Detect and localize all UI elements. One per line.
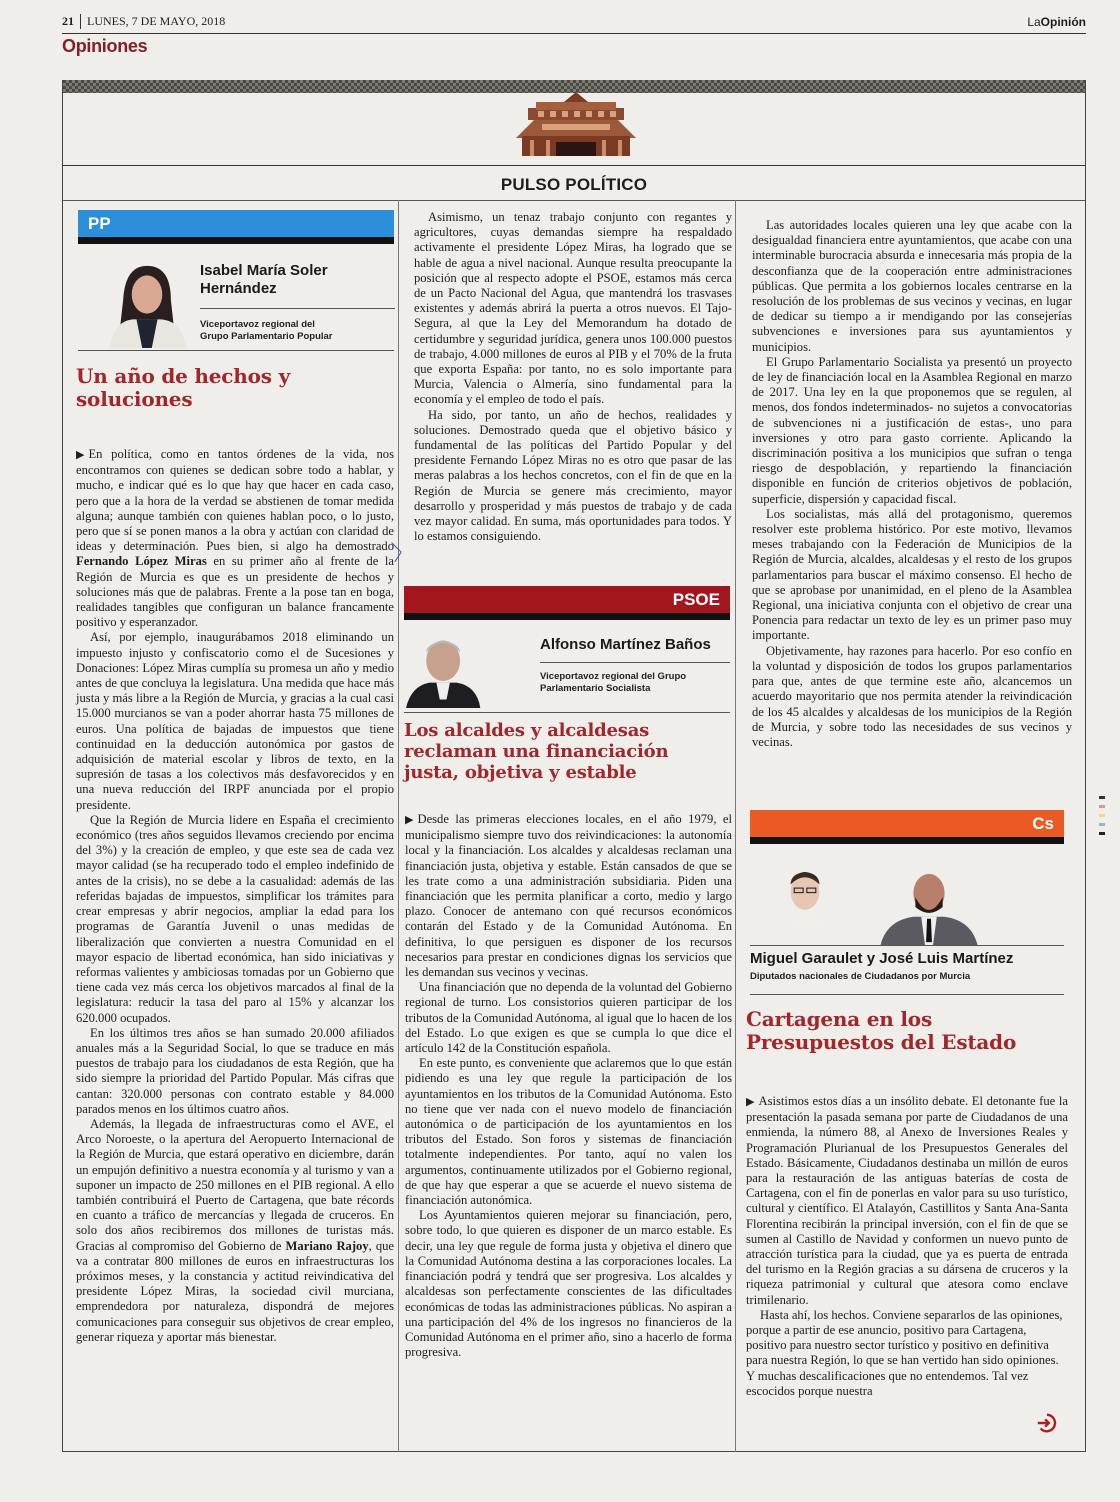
party-bar-cs — [750, 810, 1064, 844]
author-role: Viceportavoz regional del Grupo Parlamentario Popular — [200, 319, 333, 342]
article-body-pp-col1 — [76, 447, 394, 1345]
paragraph: Que la Región de Murcia lidere en España el crecimiento económico (tres años seguidos llevamos creciendo por encima del 3%) y la creación de empleo, y que este sea de cada vez mayor calidad (se ha recuperado todo el empleo indefinido de antes de la crisis), no se debe a la casualidad: además de las referidas bajadas de impuestos, simplificar los trámites para crear empresas y abrir negocios, ampliar la edad para los programas de Garantía Juvenil o unas medidas de liberalización que convierten a nuestra Comunidad en el mayor espacio de libertad económica, han sido iniciativas y reformas valientes y ambiciosas tomadas por un Gobierno que tiene cada vez más cerca los objetivos marcados al final de la legislatura: reducir la tasa del paro al 15% y alcanzar los 620.000 ocupados. — [76, 812, 394, 1025]
paragraph-text: Desde las primeras elecciones locales, en el año 1979, el municipalismo siempre tuvo dos reivindicaciones: la autonomía local y la financiación. Los alcaldes y alcaldesas reclaman una financiación justa, objetiva y estable. Están cansados de que se les trate como a una administración subsidiaria. Piden una financiación que les permita planificar a corto, medio y largo plazo. Conocer de antemano con qué recursos económicos contarán del Estado y de la Comunidad Autónoma. En definitiva, lo que persiguen es disponer de los recursos necesarios para prestar en condiciones dignas los servicios que les demandan sus vecinos y vecinas. — [405, 812, 732, 980]
continue-arrow-icon[interactable] — [1036, 1412, 1058, 1434]
section-title: Opiniones — [62, 36, 148, 56]
banner-bottom-rule — [63, 200, 1085, 201]
author-name: Alfonso Martínez Baños — [540, 636, 711, 653]
paragraph — [746, 1094, 1068, 1308]
author-photo — [880, 868, 978, 946]
ink-mark — [390, 540, 406, 566]
bold-name: Mariano Rajoy — [285, 1238, 369, 1253]
author-name: Isabel María Soler Hernández — [200, 262, 328, 297]
headline: Los alcaldes y alcaldesas reclaman una financiación justa, objetiva y estable — [404, 720, 669, 783]
building-illustration — [506, 90, 646, 160]
paragraph: Hasta ahí, los hechos. Conviene separarlos de las opiniones, porque a partir de ese anuncio, positivo para Cartagena, positivo para nuestro sector turístico y positivo en definitiva para nuestra Región, lo que se han vertido han sido opiniones. Y muchas descalificaciones que no entendemos. Tal vez escocidos porque nuestra — [746, 1307, 1063, 1398]
page-folio — [62, 14, 225, 29]
paragraph-text: Además, la llegada de infraestructuras como el AVE, el Arco Noroeste, o la apertura del Aeropuerto Internacional de la Región de Murcia, que estará operativo en diciembre, darán un empujón definitivo a nuestra economía y al turismo y van a suponer un impacto de 250 millones en el PIB regional. A ello también contribuirá el Puerto de Cartagena, que bate récords en cuanto a tráfico de mercancías y llegada de cruceros. En solo dos años recibiremos dos millones de turistas más. Gracias al compromiso del Gobierno de — [76, 1116, 394, 1253]
author-photo — [404, 632, 484, 708]
lead-arrow-icon: ▶ — [746, 1096, 755, 1108]
lead-arrow-icon: ▶ — [405, 814, 414, 826]
bold-name: Fernando López Miras — [76, 554, 207, 569]
party-label: PP — [88, 213, 111, 233]
issue-date: LUNES, 7 DE MAYO, 2018 — [87, 14, 226, 28]
party-bar-pp — [78, 210, 394, 244]
paragraph: Así, por ejemplo, inaugurábamos 2018 eliminando un impuesto injusto y confiscatorio como el de Sucesiones y Donaciones: López Miras cumplía su promesa un año y medio antes de que concluya la legislatura. Una medida que hace más justa y más libre a la Región de Murcia, y gracias a la cual casi 15.000 murcianos se van a poder ahorrar hasta 75 millones de euros. Una política de bajadas de impuestos que tiene continuidad en la deducción autonómica por gastos de adquisición de material escolar y libros de texto, en la supresión de tasas a los colectivos más desfavorecidos y en una nueva reducción del IRPF anunciada por el propio presidente. — [76, 630, 394, 812]
author-name: Miguel Garaulet y José Luis Martínez — [750, 950, 1014, 967]
party-label: PSOE — [672, 589, 720, 609]
photo-rule — [750, 945, 1064, 946]
paragraph: Los socialistas, más allá del protagonismo, queremos resolver este problema histórico. Por este motivo, llevamos meses trabajando con la Federación de Municipios de la Región de Murcia, alcaldes, alcaldesas y el resto de los grupos parlamentarios para buscar el máximo consenso. El hecho de que se aprobase por unanimidad, en el pleno de la Asamblea Regional, una iniciativa conjunta con el objetivo de crear una Ponencia para redactar un texto de ley es un primer paso muy importante. — [752, 506, 1072, 643]
paragraph-text: En política, como en tantos órdenes de la vida, nos encontramos con quienes se dedican sobre todo a hablar, y mucho, e indicar qué es lo que hay que hacer en cada caso, pero que a la hora de la verdad se abstienen de tomar medida alguna; aunque también con quienes hablan poco, o lo justo, pero que sí se ponen manos a la obra y actúan con claridad de ideas y determinación. Pues bien, si algo ha demostrado — [76, 447, 394, 554]
paragraph: En los últimos tres años se han sumado 20.000 afiliados anuales más a la Seguridad Social, lo que se traduce en más puestos de trabajo para los ciudadanos de esta Región, que ha sido siempre la prioridad del Partido Popular. Más cifras que cantan: 320.000 personas con contrato estable y 84.000 parados menos en los últimos cuatro años. — [76, 1025, 394, 1116]
printer-marks — [1099, 796, 1107, 841]
paragraph: Los Ayuntamientos quieren mejorar su financiación, pero, sobre todo, lo que quieren es disponer de un marco estable. Es decir, una ley que regule de forma justa y objetiva el dinero que la Comunidad Autónoma destina a las corporaciones locales. La financiación podrá y tendrá que ser progresiva. Los alcaldes y alcaldesas son perfectamente conscientes de las dificultades económicas de todas las administraciones públicas. No aspiran a una participación del 4% de los ingresos no financieros de la Comunidad Autónoma en el primer año, sino a hacerlo de forma progresiva. — [405, 1208, 732, 1360]
byline-rule — [750, 994, 1064, 995]
author-photo — [778, 866, 832, 930]
paragraph: Una financiación que no dependa de la voluntad del Gobierno regional de turno. Los consistorios quieren participar de los tributos de la Comunidad Autónoma, al igual que lo hacen de los del Estado. Lo que exigen es que se cumpla lo que dice el artículo 142 de la Constitución española. — [405, 980, 732, 1056]
author-role: Diputados nacionales de Ciudadanos por Murcia — [750, 971, 971, 982]
masthead-suffix: Opinión — [1040, 14, 1086, 29]
page-header — [62, 10, 1086, 34]
paragraph-text: , que va a contratar 800 millones de euros en infraestructuras los próximos meses, y la constancia y actitud reivindicativa del presidente López Miras, la sociedad civil murciana, emprendedora por naturaleza, dispondrá de mejores comunicaciones para conseguir sus objetivos de crear empleo, generar riqueza y aportar más bienestar. — [76, 1238, 395, 1344]
paragraph: Asimismo, un tenaz trabajo conjunto con regantes y agricultores, cuyas demandas siempre ha respaldado activamente el presidente López Miras, ha logrado que se hable de agua a nivel nacional. Aunque resulta preocupante la posición que al respecto adopte el PSOE, estamos más cerca de un Pacto Nacional del Agua, que mantendrá los trasvases existentes y además abrirá la puerta a otros nuevos. El Tajo-Segura, al que la Ley del Memorandum ha dotado de certidumbre y seguridad jurídica, genera unos 100.000 puestos de trabajo, 4.000 millones de euros al PIB y el 70% de la fruta que exporta España: por tanto, no es solo importante para Murcia, Valencia o Almería, sino fundamental para la economía y el empleo de todo el país. — [414, 210, 732, 407]
paragraph — [76, 447, 394, 630]
author-role: Viceportavoz regional del Grupo Parlamentario Socialista — [540, 671, 687, 694]
article-body-psoe-col3 — [752, 218, 1072, 750]
article-body-psoe-col2 — [405, 812, 732, 1360]
article-body-cs — [746, 1094, 1068, 1399]
article-body-pp-col2 — [414, 210, 732, 544]
paragraph: Objetivamente, hay razones para hacerlo. Por eso confío en la voluntad y disposición de todos los grupos parlamentarios para que, antes de que termine este año, alcancemos un acuerdo mayoritario que nos permita atender la reivindicación de los 45 alcaldes y alcaldesas de los municipios de la Región de Murcia, y sobre todo las necesidades de sus vecinos y vecinas. — [752, 643, 1072, 749]
paragraph: Ha sido, por tanto, un año de hechos, realidades y soluciones. Demostrado queda que el objetivo básico y fundamental de las políticas del Partido Popular y del presidente Fernando López Miras no es otro que pasar de las meras palabras a los hechos concretos, con el fin de que en la Región de Murcia se genere más crecimiento, mayor desarrollo y prosperidad y más puestos de trabajo y de cada vez mayor calidad. En suma, más oportunidades para todos. Y lo estamos consiguiendo. — [414, 407, 732, 544]
masthead-prefix: La — [1027, 14, 1041, 29]
masthead — [1027, 15, 1086, 29]
column-divider — [398, 200, 399, 1452]
page-number: 21 — [62, 14, 81, 29]
byline-rule — [404, 712, 730, 713]
author-photo — [104, 262, 190, 348]
author-block-cs — [750, 950, 1070, 983]
paragraph — [405, 812, 732, 980]
byline-rule — [78, 350, 394, 351]
paragraph: En este punto, es conveniente que aclaremos que lo que están pidiendo es una ley que regule la participación de los ayuntamientos en los tributos de la Comunidad Autónoma. Esto no tiene que ver nada con el nuevo modelo de financiación autonómica o de participación de los ayuntamientos en los tributos del Estado. Son foros y sistemas de financiación totalmente independientes. Por tanto, aquí no valen los argumentos, continuamente utilizados por el Gobierno regional, de que hay que esperar a que se acuerde el nuevo sistema de financiación autonómica. — [405, 1056, 732, 1208]
headline: Un año de hechos y soluciones — [76, 364, 290, 411]
column-divider — [735, 200, 736, 1452]
party-bar-psoe — [404, 586, 730, 620]
paragraph: Las autoridades locales quieren una ley que acabe con la desigualdad financiera entre ayuntamientos, que acabe con una interminable burocracia absurda e innecesaria más propia de la desconfianza que de la cooperación entre administraciones públicas. Que permita a los gobiernos locales centrarse en la resolución de los problemas de sus vecinos y vecinas, en lugar de dedicar su tiempo a ir mendigando por las consejerías subvenciones e inversiones para sus ayuntamientos y municipios. — [752, 218, 1072, 354]
author-block-psoe — [540, 636, 730, 695]
author-rule — [200, 308, 395, 309]
author-block-pp — [200, 262, 395, 343]
paragraph: El Grupo Parlamentario Socialista ya presentó un proyecto de ley de financiación local en la Asamblea Regional en marzo de 2017. Una ley en la que proponemos que se regulen, al menos, dos fondos indeterminados- no sujetos a convocatorias de subvenciones ni a justificación de estas-, uno para inversiones y otro para gasto corriente. Aplicando la discriminación positiva a los municipios que sufran o tenga riesgo de despoblación, y repartiendo la financiación disponible en función de criterios objetivos de población, superficie, dispersión y capacidad fiscal. — [752, 354, 1072, 506]
lead-arrow-icon: ▶ — [76, 449, 85, 461]
paragraph-text: en su primer año al frente de la Región de Murcia es que es un presidente de hechos y soluciones más que de palabras. Frente a la pose tan en boga, realidades tangibles que configuran un balance francamente positivo y esperanzador. — [76, 554, 394, 630]
party-label: Cs — [1032, 813, 1054, 833]
headline: Cartagena en los Presupuestos del Estado — [746, 1007, 1017, 1054]
banner-title: PULSO POLÍTICO — [500, 175, 648, 194]
banner-rule — [63, 165, 1085, 166]
paragraph — [76, 1117, 394, 1345]
paragraph-text: Asistimos estos días a un insólito debate. El detonante fue la presentación la pasada semana por parte de Ciudadanos de una enmienda, la número 88, al Anexo de Inversiones Reales y Programación Plurianual de los Presupuestos Generales del Estado. Básicamente, Ciudadanos destinaba un millón de euros para la restauración de las antiguas baterías de costa de Cartagena, con el fin de ponerlas en valor para su uso turístico, cultural y científico. El Atalayón, Castillitos y Santa Ana-Santa Florentina recibirán la principal inversión, con el fin de que se sumen al Castillo de Navidad y conformen un nuevo punto de atracción turística para la ciudad, que ya es puerta de entrada del turismo en la Región gracias a su dársena de cruceros y la riqueza patrimonial y cultural que atesora como enclave trimilenario. — [746, 1094, 1068, 1307]
author-rule — [540, 662, 730, 663]
